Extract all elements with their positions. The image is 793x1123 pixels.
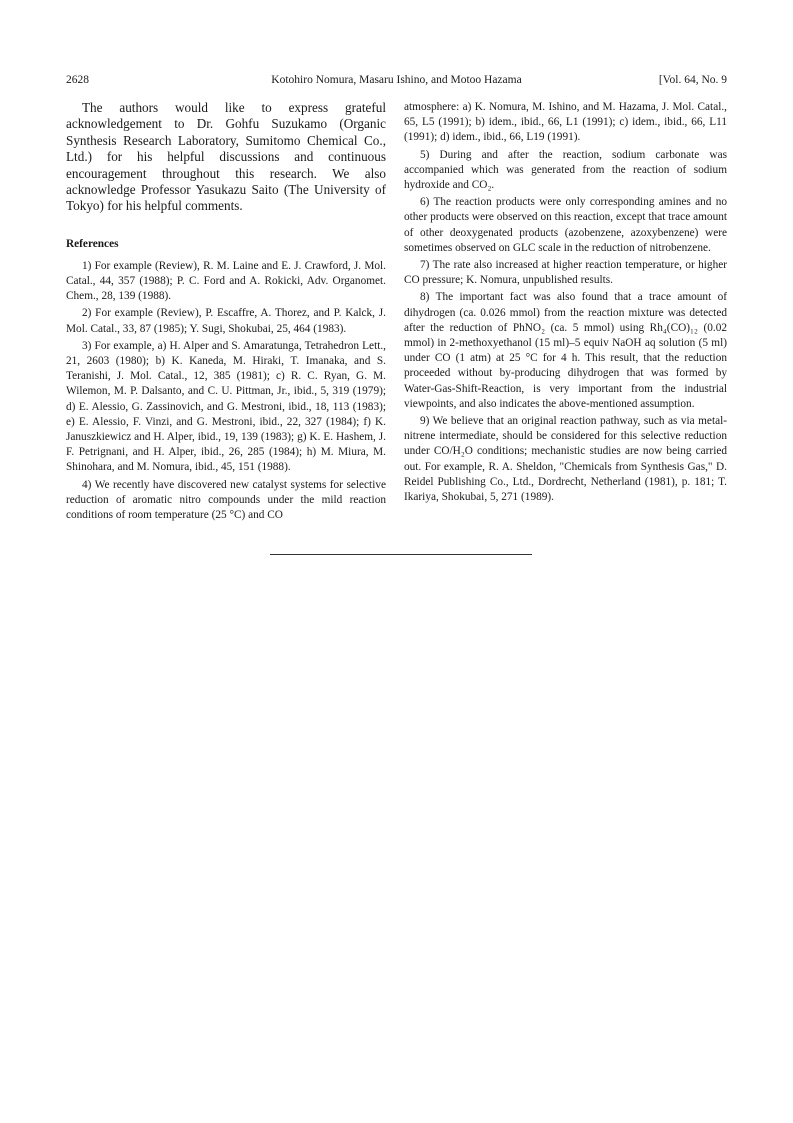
reference-3: 3) For example, a) H. Alper and S. Amaratunga, Tetrahedron Lett., 21, 2603 (1980); b) K. Kaneda, M. Hiraki, T. Imanaka, and S. Teranishi, J. Mol. Catal., 12, 385 (1981); c) R. C. Ryan, G. M. Wilemon, M. P. Dalsanto, and C. U. Pittman, Jr., ibid., 5, 319 (1979); d) E. Alessio, G. Zassinovich, and G. Mestroni, ibid., 18, 113 (1983); e) E. Alessio, F. Vinzi, and G. Mestroni, ibid., 22, 327 (1984); f) K. Januszkiewicz and H. Alper, ibid., 19, 139 (1983); g) K. E. Hashem, J. F. Petrignani, and H. Alper, ibid., 26, 285 (1984); h) M. Miura, M. Shinohara, and M. Nomura, ibid., 45, 151 (1988). [66, 339, 386, 474]
left-column [66, 100, 386, 523]
reference-7: 7) The rate also increased at higher reaction temperature, or higher CO pressure; K. Nomura, unpublished results. [404, 259, 727, 287]
reference-4: 4) We recently have discovered new catalyst systems for selective reduction of aromatic nitro compounds under the mild reaction conditions of room temperature (25 °C) and CO [66, 478, 386, 522]
references-heading: References [66, 237, 119, 250]
reference-8: 8) The important fact was also found that a trace amount of dihydrogen (ca. 0.026 mmol) from the reaction mixture was detected after the reduction of PhNO₂ (ca. 5 mmol) using Rh₄(CO)₁₂ (0.02 mmol) in 2-methoxyethanol (15 ml)–5 equiv NaOH aq solution (5 ml) under CO (1 atm) at 25 °C for 4 h. This result, that the reduction proceeded without by-producing dihydrogen that was formed by Water-Gas-Shift-Reaction, is very important from the industrial viewpoints, and also indicates the above-mentioned assumption. [404, 291, 727, 410]
acknowledgement-paragraph: The authors would like to express grateful acknowledgement to Dr. Gohfu Suzukamo (Organic Synthesis Research Laboratory, Sumitomo Chemical Co., Ltd.) for his helpful discussions and continuous encouragement throughout this research. We also acknowledge Professor Yasukazu Saito (The University of Tokyo) for his helpful comments. [66, 100, 386, 214]
page-number: 2628 [66, 74, 89, 86]
end-of-article-rule [270, 554, 532, 555]
reference-5: 5) During and after the reaction, sodium carbonate was accompanied which was generated from the reaction of sodium hydroxide and CO₂. [404, 148, 727, 192]
volume-issue: [Vol. 64, No. 9 [658, 74, 727, 86]
reference-2: 2) For example (Review), P. Escaffre, A. Thorez, and P. Kalck, J. Mol. Catal., 33, 87 (1985); Y. Sugi, Shokubai, 25, 464 (1983). [66, 307, 386, 335]
reference-1: 1) For example (Review), R. M. Laine and E. J. Crawford, J. Mol. Catal., 44, 357 (1988); P. C. Ford and A. Rokicki, Adv. Organomet. Chem., 28, 139 (1988). [66, 259, 386, 303]
reference-9: 9) We believe that an original reaction pathway, such as via metal-nitrene intermediate, should be considered for this selective reduction under CO/H₂O conditions; mechanistic studies are now being carried out. For example, R. A. Sheldon, "Chemicals from Synthesis Gas," D. Reidel Publishing Co., Ltd., Dordrecht, Netherland (1981), p. 181; T. Ikariya, Shokubai, 5, 271 (1989). [404, 415, 727, 504]
reference-6: 6) The reaction products were only corresponding amines and no other products were observed on this reaction, except that trace amount of other deoxygenated products (azobenzene, azoxybenzene) were sometimes observed on GLC scale in the reduction of nitrobenzene. [404, 196, 727, 254]
reference-4-continued: atmosphere: a) K. Nomura, M. Ishino, and M. Hazama, J. Mol. Catal., 65, L5 (1991); b) idem., ibid., 66, L1 (1991); c) idem., ibid., 66, L11 (1991); d) idem., ibid., 66, L19 (1991). [404, 101, 727, 144]
right-column [404, 100, 727, 505]
running-header [66, 72, 727, 88]
running-header-authors: Kotohiro Nomura, Masaru Ishino, and Motoo Hazama [271, 74, 522, 86]
